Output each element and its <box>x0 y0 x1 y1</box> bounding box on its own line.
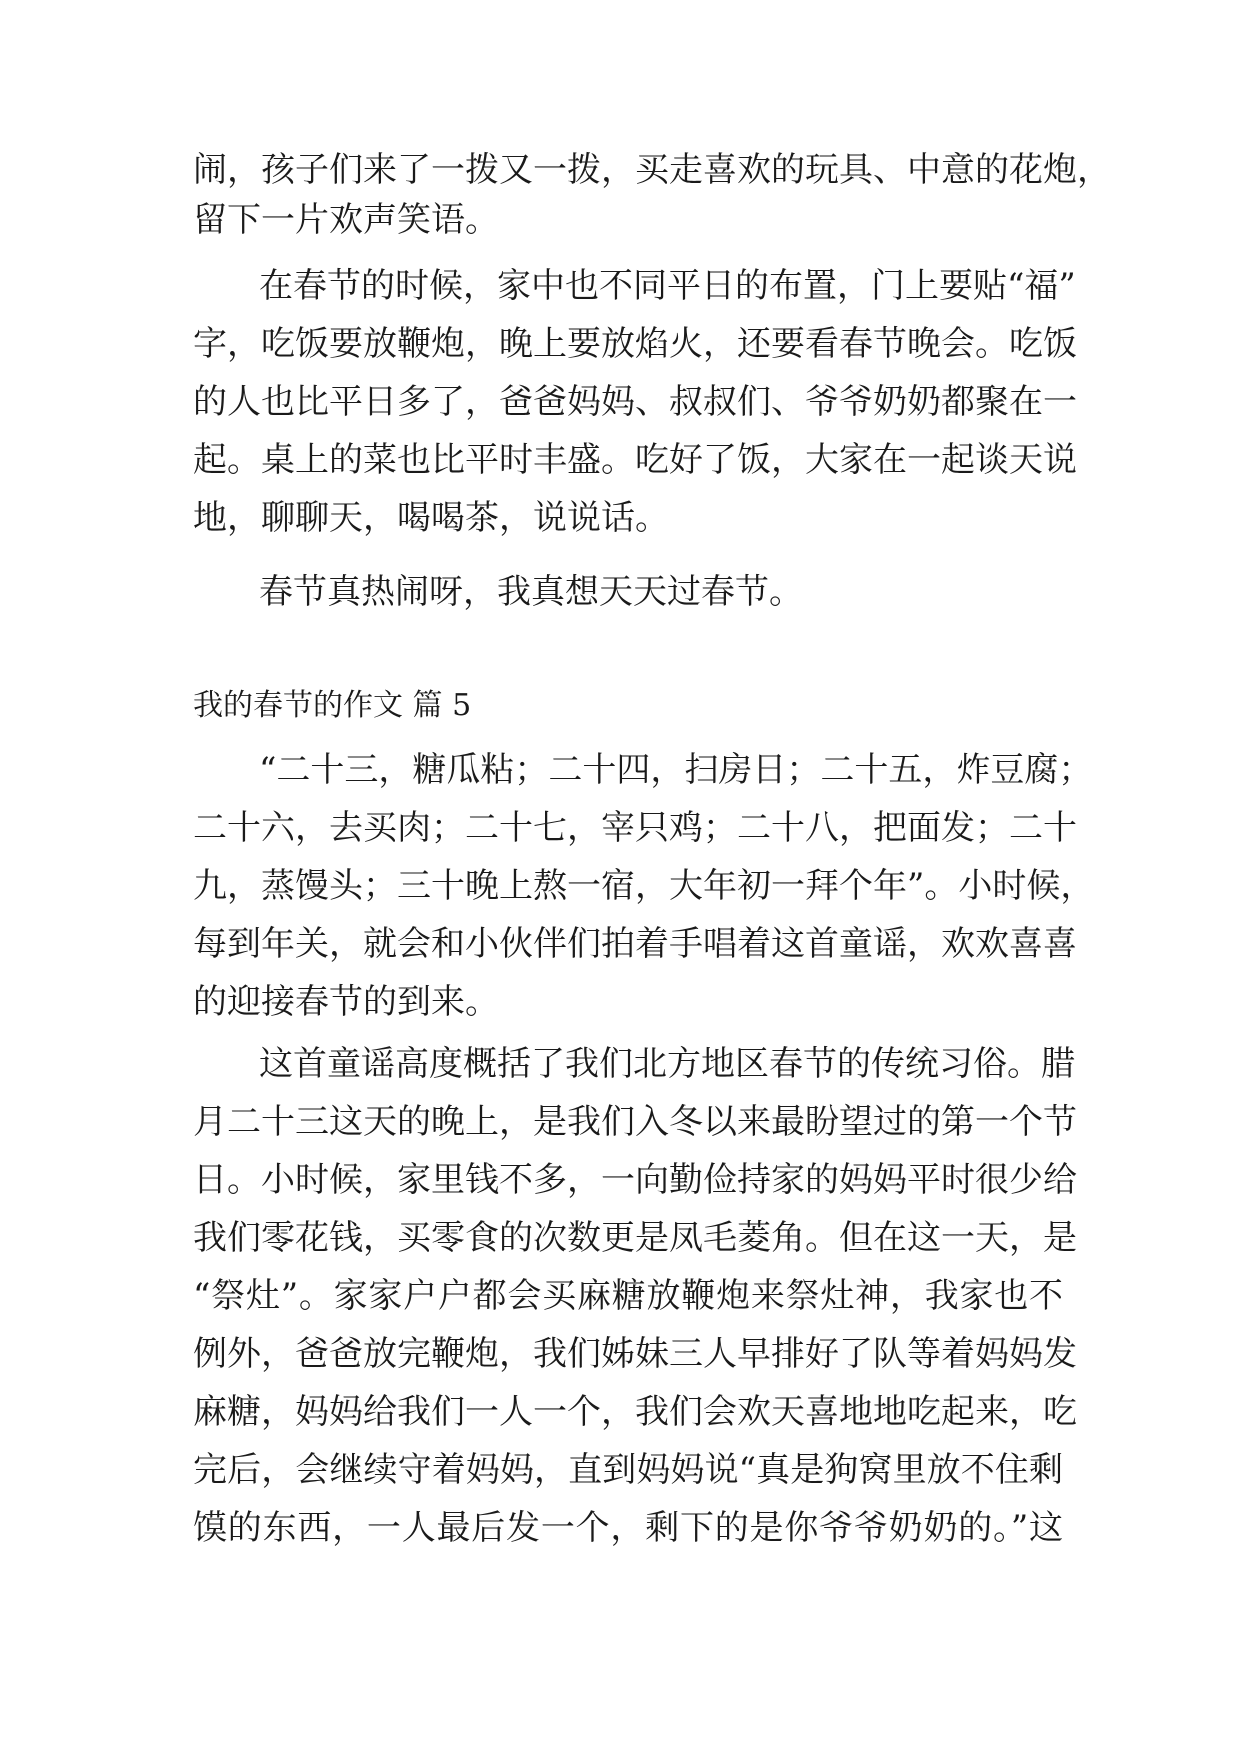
text-line: 日。小时候，家里钱不多，一向勤俭持家的妈妈平时很少给 <box>193 1160 1077 1200</box>
text-line: 月二十三这天的晚上，是我们入冬以来最盼望过的第一个节 <box>193 1102 1077 1142</box>
text-line: 留下一片欢声笑语。 <box>193 200 499 240</box>
text-line: 完后，会继续守着妈妈，直到妈妈说“真是狗窝里放不住剩 <box>193 1450 1063 1490</box>
text-line: 字，吃饭要放鞭炮，晚上要放焰火，还要看春节晚会。吃饭 <box>193 324 1077 364</box>
text-line: 的人也比平日多了，爸爸妈妈、叔叔们、爷爷奶奶都聚在一 <box>193 382 1077 422</box>
section-heading: 我的春节的作文 篇 5 <box>193 688 472 723</box>
text-line: 闹，孩子们来了一拨又一拨，买走喜欢的玩具、中意的花炮， <box>193 150 1111 190</box>
text-line: 我们零花钱，买零食的次数更是凤毛菱角。但在这一天，是 <box>193 1218 1077 1258</box>
text-line: “祭灶”。家家户户都会买麻糖放鞭炮来祭灶神，我家也不 <box>193 1276 1063 1316</box>
text-line: “二十三，糖瓜粘；二十四，扫房日；二十五，炸豆腐； <box>259 750 1093 790</box>
text-line: 麻糖，妈妈给我们一人一个，我们会欢天喜地地吃起来，吃 <box>193 1392 1077 1432</box>
text-line: 地，聊聊天，喝喝茶，说说话。 <box>193 498 669 538</box>
text-line: 的迎接春节的到来。 <box>193 982 499 1022</box>
text-line: 在春节的时候，家中也不同平日的布置，门上要贴“福” <box>259 266 1076 306</box>
text-line: 例外，爸爸放完鞭炮，我们姊妹三人早排好了队等着妈妈发 <box>193 1334 1077 1374</box>
text-line: 这首童谣高度概括了我们北方地区春节的传统习俗。腊 <box>259 1044 1075 1084</box>
text-line: 春节真热闹呀，我真想天天过春节。 <box>259 572 803 612</box>
text-line: 九，蒸馒头；三十晚上熬一宿，大年初一拜个年”。小时候， <box>193 866 1095 906</box>
text-line: 起。桌上的菜也比平时丰盛。吃好了饭，大家在一起谈天说 <box>193 440 1077 480</box>
text-line: 二十六，去买肉；二十七，宰只鸡；二十八，把面发；二十 <box>193 808 1077 848</box>
text-line: 馍的东西，一人最后发一个，剩下的是你爷爷奶奶的。”这 <box>193 1508 1063 1548</box>
text-line: 每到年关，就会和小伙伴们拍着手唱着这首童谣，欢欢喜喜 <box>193 924 1077 964</box>
